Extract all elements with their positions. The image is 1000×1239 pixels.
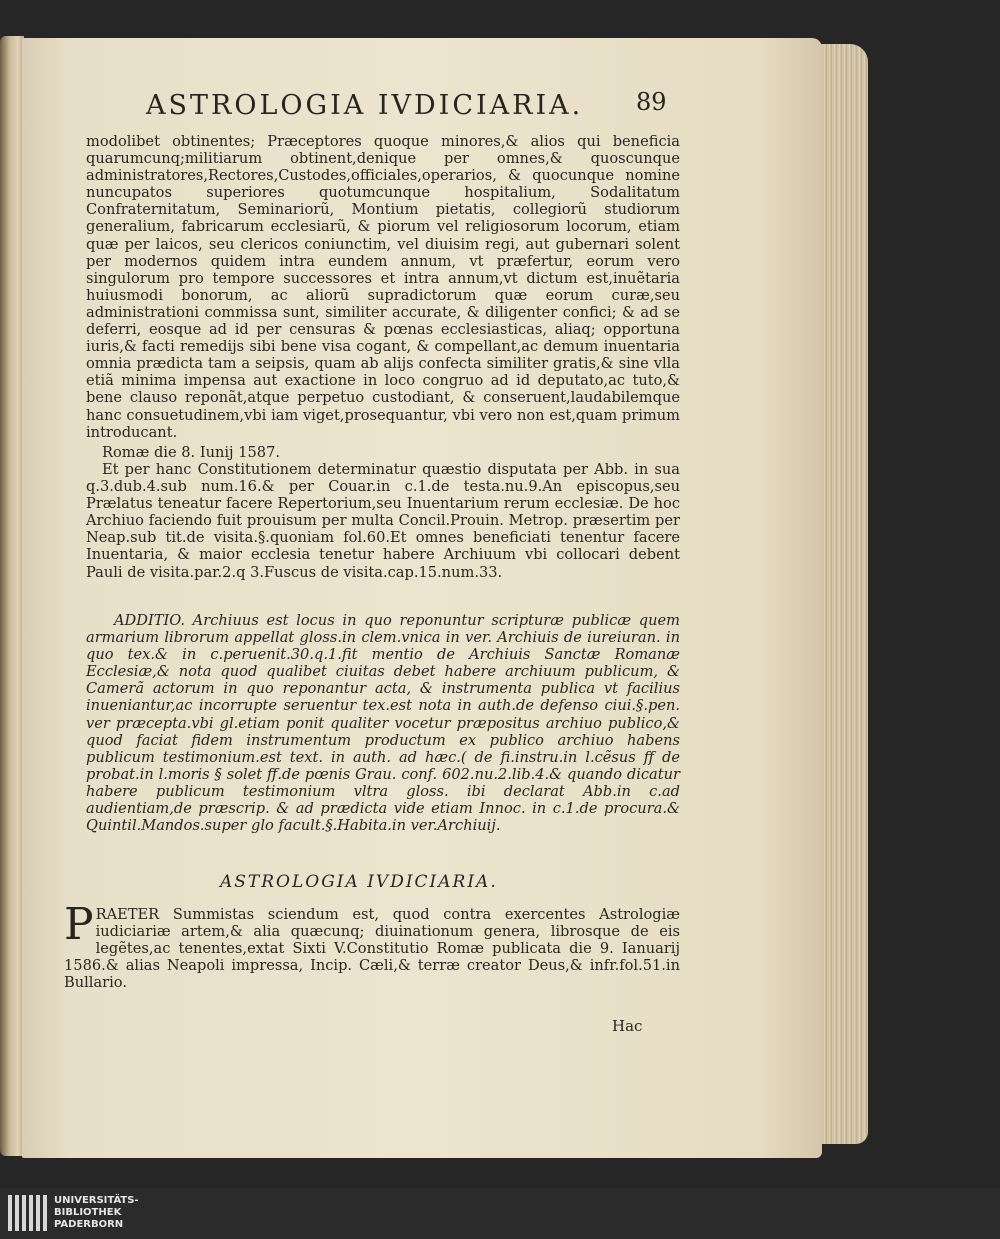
running-title: ASTROLOGIA IVDICIARIA.	[146, 90, 584, 121]
section-heading: ASTROLOGIA IVDICIARIA.	[220, 872, 498, 892]
paragraph-praeter-text: RAETER Summistas sciendum est, quod contra exercentes Astrologiæ iudiciariæ artem,& alia quæcunq; diuinationum genera, librosque de eis legẽtes,ac tenentes,extat Sixti V.Constitutio Romæ publicata die 9. Ianuarij 1586.& alias Neapoli impressa, Incip. Cæli,& terræ creator Deus,& infr.fol.51.in Bullario.	[64, 906, 680, 992]
library-logo-icon	[8, 1195, 48, 1231]
footer-bar	[0, 1188, 1000, 1239]
logo-line-2: BIBLIOTHEK	[54, 1207, 122, 1218]
page-number: 89	[636, 88, 667, 116]
paragraph-additio: ADDITIO. Archiuus est locus in quo reponuntur scripturæ publicæ quem armarium librorum appellat gloss.in clem.vnica in ver. Archiuis de iureiuran. in quo tex.& in c.peruenit.30.q.1.fit mentio de Archiuis Sanctæ Romanæ Ecclesiæ,& nota quod qualibet ciuitas debet habere archiuum publicum, & Camerã actorum in quo reponantur acta, & instrumenta publica vt facilius inueniantur,ac incorrupte seruentur tex.est nota in auth.de defenso ciui.§.pen. ver præcepta.vbi gl.etiam ponit qualiter vocetur præpositus archiuo publico,& quod faciat fidem instrumentum productum ex publico archiuo habens publicum testimonium.est text. in auth. ad hæc.( de fi.instru.in l.cẽsus ff de probat.in l.moris § solet ff.de pœnis Grau. conf. 602.nu.2.lib.4.& quando dicatur habere publicum testimonium vltra gloss. ibi declarat Abb.in c.ad audientiam,de præscrip. & ad prædicta vide etiam Innoc. in c.1.de procura.& Quintil.Mandos.super glo facult.§.Habita.in ver.Archiuij.	[86, 612, 680, 835]
library-logo-text	[54, 1195, 139, 1231]
paragraph-constitution: modolibet obtinentes; Præceptores quoque minores,& alios qui beneficia quarumcunq;militiarum obtinent,denique per omnes,& quoscunque administratores,Rectores,Custodes,officiales,operarios, & quocunque nomine nuncupatos superiores quotumcunque hospitalium, Sodalitatum Confraternitatum, Seminariorũ, Montium pietatis, collegiorũ studiorum generalium, fabricarum ecclesiarũ, & piorum vel religiosorum locorum, etiam quæ per laicos, seu clericos coniunctim, vel diuisim regi, aut gubernari solent per modernos quidem intra eundem annum, vt præfertur, eorum vero singulorum pro tempore successores et intra annum,vt dictum est,inuẽtaria huiusmodi bonorum, ac aliorũ supradictorum quæ eorum curæ,seu administrationi commissa sunt, similiter accurate, & diligenter confici; & ad se deferri, eosque ad id per censuras & pœnas ecclesiasticas, aliaq; opportuna iuris,& facti remedijs sibi bene visa cogant, & compellant,ac demum inuentaria omnia prædicta tam a seipsis, quam ab alijs confecta similiter gratis,& sine vlla etiã minima impensa aut exactione in loco congruo ad id deputato,ac tuto,& bene clauso reponãt,atque perpetuo custodiant, & conseruent,laudabilemque hanc consuetudinem,vbi iam viget,prosequantur, vbi vero non est,quam primum introducant.	[86, 133, 680, 441]
logo-line-1: UNIVERSITÄTS-	[54, 1195, 139, 1206]
logo-line-3: PADERBORN	[54, 1219, 124, 1230]
date-line: Romæ die 8. Iunij 1587.	[102, 444, 280, 461]
previous-page-edge	[0, 36, 24, 1156]
drop-cap: P	[64, 899, 94, 950]
catchword: Hac	[612, 1017, 643, 1035]
paragraph-praeter	[64, 899, 680, 992]
paragraph-commentary: Et per hanc Constitutionem determinatur quæstio disputata per Abb. in sua q.3.dub.4.sub num.16.& per Couar.in c.1.de testa.nu.9.An episcopus,seu Prælatus teneatur facere Repertorium,seu Inuentarium rerum ecclesiæ. De hoc Archiuo faciendo fuit prouisum per multa Concil.Prouin. Metrop. præsertim per Neap.sub tit.de visita.§.quoniam fol.60.Et omnes beneficiati tenentur facere Inuentaria, & maior ecclesia tenetur habere Archiuum vbi collocari debent Pauli de visita.par.2.q 3.Fuscus de visita.cap.15.num.33.	[86, 461, 680, 581]
page-stack-edge	[818, 44, 868, 1144]
